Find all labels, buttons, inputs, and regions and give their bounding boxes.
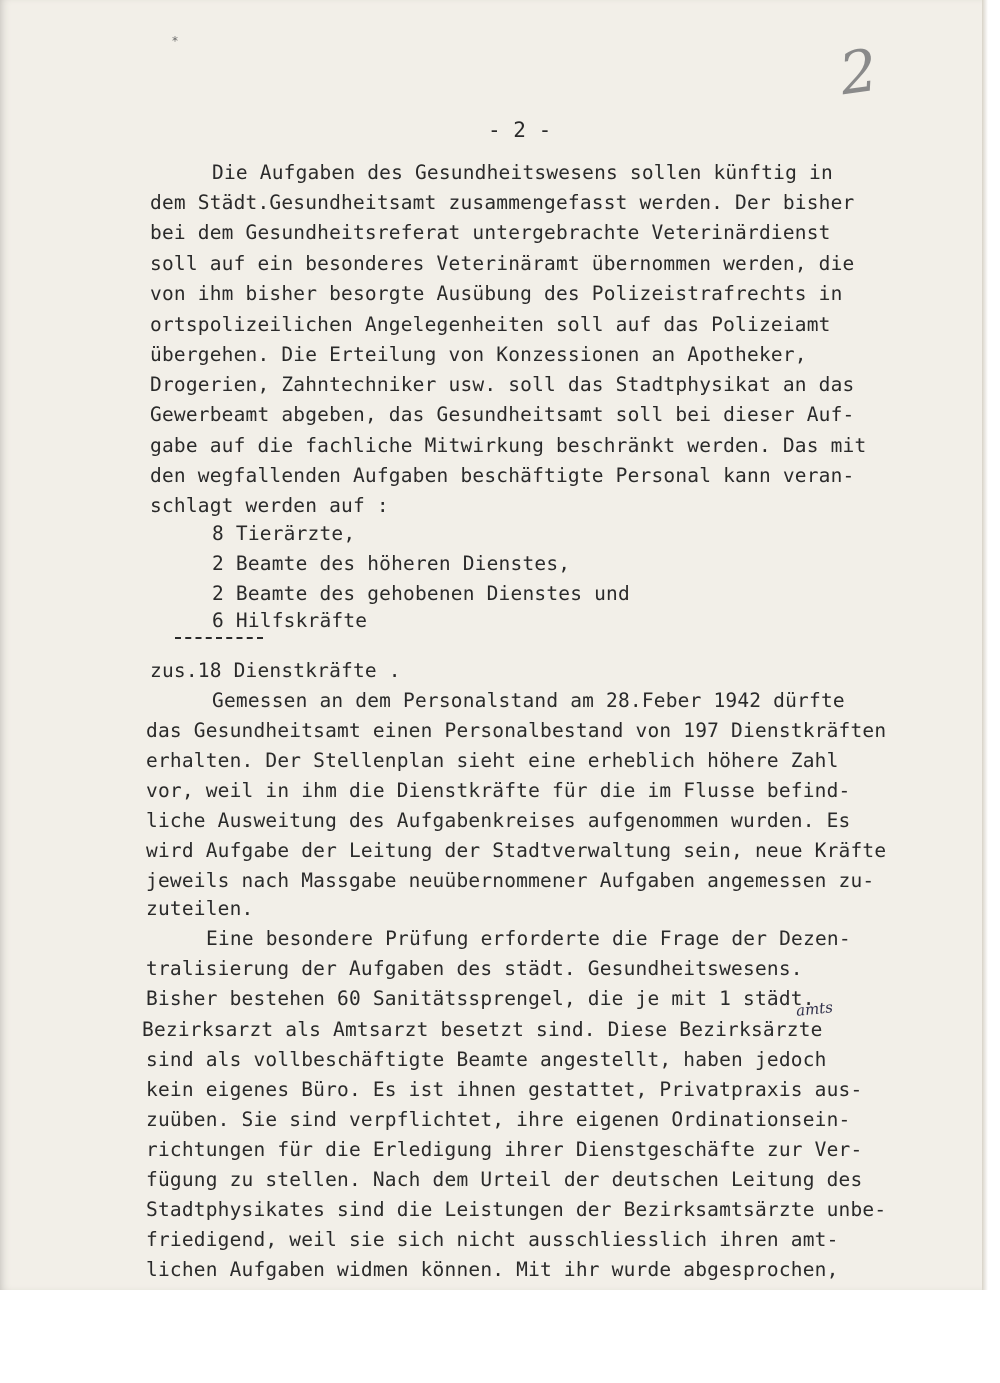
staff-list-item: 2 Beamte des höheren Dienstes, <box>212 552 571 575</box>
page-edge <box>982 0 988 1290</box>
text-line: Gemessen an dem Personalstand am 28.Feber 1942 dürfte <box>212 689 845 712</box>
staff-list-item: 2 Beamte des gehobenen Dienstes und <box>212 582 630 605</box>
text-line: das Gesundheitsamt einen Personalbestand von 197 Dienstkräften <box>146 719 887 742</box>
text-line: soll auf ein besonderes Veterinäramt übernommen werden, die <box>150 252 855 275</box>
text-line: kein eigenes Büro. Es ist ihnen gestattet, Privatpraxis aus- <box>146 1078 863 1101</box>
text-line: übergehen. Die Erteilung von Konzessionen an Apotheker, <box>150 343 807 366</box>
text-line: vor, weil in ihm die Dienstkräfte für die im Flusse befind- <box>146 779 851 802</box>
text-line: Eine besondere Prüfung erforderte die Frage der Dezen- <box>206 927 851 950</box>
staff-list-item: 6 Hilfskräfte <box>212 609 368 632</box>
handwritten-page-number: 2 <box>835 35 882 109</box>
text-line: liche Ausweitung des Aufgabenkreises aufgenommen wurden. Es <box>146 809 851 832</box>
text-line: zuteilen. <box>146 897 254 920</box>
text-line: Bezirksarzt als Amtsarzt besetzt sind. Diese Bezirksärzte <box>142 1018 823 1041</box>
handwritten-insert: amts <box>795 998 834 1020</box>
text-line: lichen Aufgaben widmen können. Mit ihr wurde abgesprochen, <box>146 1258 839 1281</box>
text-line: jeweils nach Massgabe neuübernommener Aufgaben angemessen zu- <box>146 869 875 892</box>
text-line: erhalten. Der Stellenplan sieht eine erheblich höhere Zahl <box>146 749 839 772</box>
text-line: zuüben. Sie sind verpflichtet, ihre eigenen Ordinationsein- <box>146 1108 851 1131</box>
sum-rule <box>175 637 263 639</box>
text-line: von ihm bisher besorgte Ausübung des Polizeistrafrechts in <box>150 282 843 305</box>
page-number: - 2 - <box>488 118 552 142</box>
text-line: richtungen für die Erledigung ihrer Dienstgeschäfte zur Ver- <box>146 1138 863 1161</box>
text-line: fügung zu stellen. Nach dem Urteil der deutschen Leitung des <box>146 1168 863 1191</box>
text-line: bei dem Gesundheitsreferat untergebrachte Veterinärdienst <box>150 221 831 244</box>
text-line: Gewerbeamt abgeben, das Gesundheitsamt soll bei dieser Auf- <box>150 403 855 426</box>
corner-mark: * <box>172 34 178 48</box>
staff-list-item: 8 Tierärzte, <box>212 522 356 545</box>
text-line: sind als vollbeschäftigte Beamte angestellt, haben jedoch <box>146 1048 827 1071</box>
text-line: schlagt werden auf : <box>150 494 389 517</box>
text-line: Drogerien, Zahntechniker usw. soll das Stadtphysikat an das <box>150 373 855 396</box>
text-line: Stadtphysikates sind die Leistungen der Bezirksamtsärzte unbe- <box>146 1198 887 1221</box>
text-line: dem Städt.Gesundheitsamt zusammengefasst werden. Der bisher <box>150 191 855 214</box>
text-line: gabe auf die fachliche Mitwirkung beschränkt werden. Das mit <box>150 434 867 457</box>
text-line: Bisher bestehen 60 Sanitätssprengel, die je mit 1 städt. <box>146 987 815 1010</box>
text-line: den wegfallenden Aufgaben beschäftigte Personal kann veran- <box>150 464 855 487</box>
total-line: zus.18 Dienstkräfte . <box>150 659 401 682</box>
text-line: wird Aufgabe der Leitung der Stadtverwaltung sein, neue Kräfte <box>146 839 887 862</box>
text-line: Die Aufgaben des Gesundheitswesens sollen künftig in <box>212 161 833 184</box>
text-line: tralisierung der Aufgaben des städt. Gesundheitswesens. <box>146 957 803 980</box>
text-line: ortspolizeilichen Angelegenheiten soll auf das Polizeiamt <box>150 313 831 336</box>
text-line: friedigend, weil sie sich nicht ausschliesslich ihren amt- <box>146 1228 839 1251</box>
